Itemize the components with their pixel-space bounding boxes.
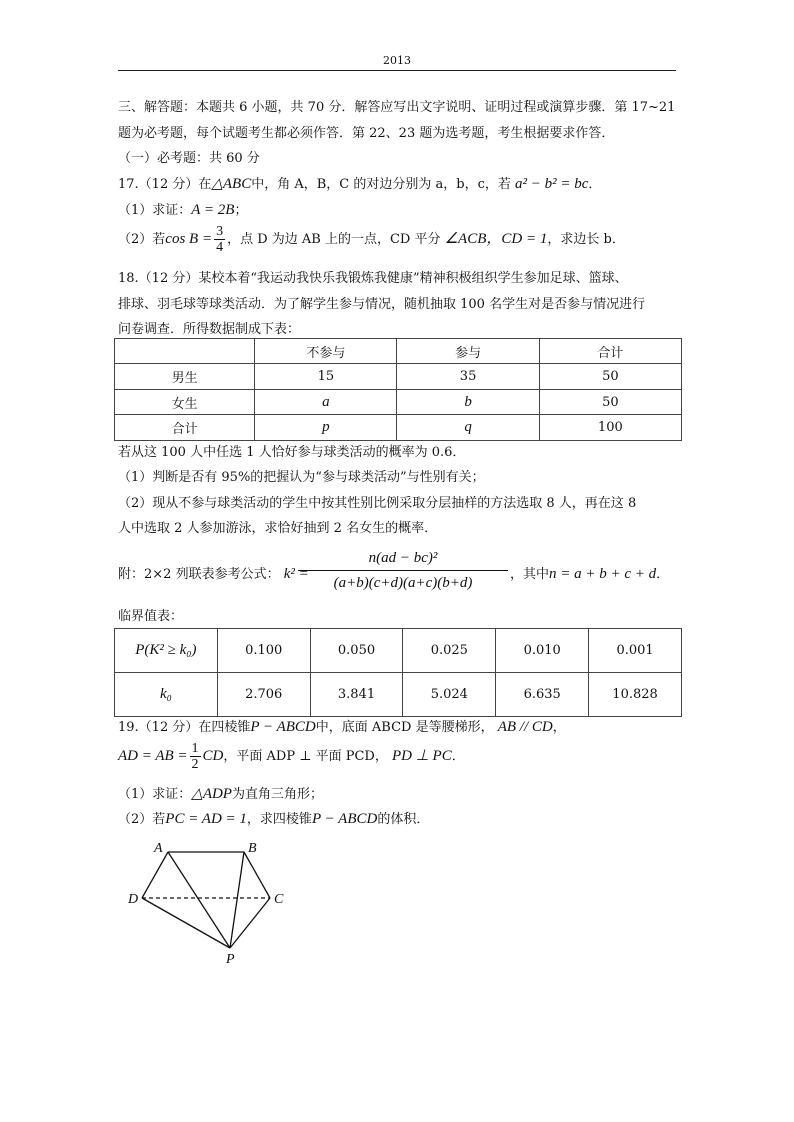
- pyramid-figure: [120, 836, 300, 966]
- critical-label: 临界值表：: [118, 609, 184, 624]
- vertex-label-c: C: [274, 892, 284, 907]
- q17-part2: [118, 221, 625, 258]
- q17-part1-equation: A = 2B: [191, 202, 235, 218]
- section-intro-line2: 题为必考题，每个试题考生都必须作答．第 22、23 题为选考题，考生根据要求作答．: [118, 126, 615, 141]
- q19-line2-mid: ，平面 ADP ⊥ 平面 PCD，: [223, 749, 388, 764]
- q19-triangle: △ADP: [191, 786, 232, 802]
- critical-value-table: [114, 628, 682, 717]
- table-cell: 0.100: [217, 629, 310, 673]
- q17-part1: [118, 201, 247, 220]
- vertex-label-d: D: [128, 892, 139, 907]
- q19-part2: [118, 810, 429, 829]
- edge-ap: [168, 852, 230, 948]
- header-rule: [118, 70, 676, 71]
- formula-n: n = a + b + c + d: [549, 566, 657, 582]
- section-required: （一）必考题：共 60 分: [118, 151, 260, 166]
- contingency-table: [114, 338, 682, 441]
- table-cell: 合计: [115, 415, 255, 441]
- q19-part2-label: （2）若: [118, 812, 166, 827]
- table-row: [115, 364, 682, 390]
- q18-line1: 18.（12 分）某校本着“我运动我快乐我锻炼我健康”精神积极组织学生参加足球、篮球、: [118, 271, 628, 286]
- q19-line2: [118, 738, 465, 775]
- q17-equation: a² − b² = bc: [515, 176, 589, 192]
- q17-stem: [118, 175, 601, 194]
- q17-cos: cos B =: [165, 231, 213, 247]
- table-cell: 0.010: [496, 629, 589, 673]
- q18-probability: 若从这 100 人中任选 1 人恰好参与球类活动的概率为 0.6．: [118, 445, 466, 460]
- q17-part2-label: （2）若: [118, 232, 166, 247]
- table-row: [115, 415, 682, 441]
- table-cell: b: [397, 390, 539, 415]
- edge-bc: [244, 852, 270, 898]
- formula-where-text: ，其中: [510, 567, 550, 582]
- table-cell: 35: [397, 364, 539, 390]
- formula-label-text: 附：2×2 列联表参考公式：: [118, 567, 280, 582]
- q19-stem-mid: 中，底面 ABCD 是等腰梯形，: [315, 720, 494, 735]
- table-cell: 3.841: [310, 673, 403, 717]
- vertex-label-p: P: [226, 952, 235, 966]
- q18-part1: （1）判断是否有 95%的把握认为“参与球类活动”与性别有关；: [118, 470, 485, 485]
- table-cell: 5.024: [403, 673, 496, 717]
- formula-denominator: (a+b)(c+d)(a+c)(b+d): [333, 575, 473, 591]
- chi-square-formula: [298, 548, 508, 593]
- q17-stem-prefix: 17.（12 分）在: [118, 177, 212, 192]
- formula-label: [118, 565, 309, 584]
- table-cell: 0.050: [310, 629, 403, 673]
- q18-line2: 排球、羽毛球等球类活动．为了解学生参与情况，随机抽取 100 名学生对是否参与情况进行: [118, 297, 646, 312]
- q19-frac-num: 1: [191, 741, 199, 756]
- q19-fraction: [190, 741, 201, 772]
- q17-frac-num: 3: [216, 224, 224, 239]
- table-row: [115, 673, 682, 717]
- q19-stem: [118, 718, 566, 737]
- q19-pyramid: P − ABCD: [250, 719, 316, 735]
- formula-lhs: k² =: [283, 566, 309, 582]
- q19-equality: AD = AB =: [118, 748, 188, 764]
- contingency-header-cell: 参与: [397, 339, 539, 364]
- q19-part1-label: （1）求证：: [118, 787, 192, 802]
- table-cell: q: [397, 415, 539, 441]
- q19-part2-equation: PC = AD = 1: [165, 811, 247, 827]
- contingency-header-cell: 不参与: [255, 339, 397, 364]
- q19-stem-end: ，: [552, 720, 566, 735]
- q19-part2-mid: ，求四棱锥: [246, 812, 312, 827]
- q19-part1: [118, 785, 323, 804]
- vertex-label-a: A: [154, 841, 163, 856]
- q19-frac-den: 2: [191, 757, 199, 772]
- contingency-header-row: [115, 339, 682, 364]
- table-cell: a: [255, 390, 397, 415]
- q18-line3: 问卷调查．所得数据制成下表：: [118, 322, 301, 337]
- table-cell: 0.001: [589, 629, 682, 673]
- q17-part2-mid: ，点 D 为边 AB 上的一点，CD 平分: [227, 232, 441, 247]
- q19-part2-end: 的体积．: [377, 812, 430, 827]
- table-cell: 0.025: [403, 629, 496, 673]
- table-cell: 女生: [115, 390, 255, 415]
- q17-part1-label: （1）求证：: [118, 203, 192, 218]
- q19-cd: CD: [202, 748, 224, 764]
- edge-dp: [142, 898, 230, 948]
- table-cell: 100: [539, 415, 681, 441]
- q17-stem-end: ．: [588, 177, 602, 192]
- table-cell: 10.828: [589, 673, 682, 717]
- table-cell: 男生: [115, 364, 255, 390]
- formula-numerator: n(ad − bc)²: [298, 548, 508, 571]
- table-cell: 50: [539, 364, 681, 390]
- table-cell: 50: [539, 390, 681, 415]
- q17-stem-mid: 中，角 A，B，C 的对边分别为 a，b，c，若: [251, 177, 511, 192]
- q18-part2-line2: 人中选取 2 人参加游泳，求恰好抽到 2 名女生的概率．: [118, 521, 438, 536]
- section-intro-line1: 三、解答题：本题共 6 小题，共 70 分．解答应写出文字说明、证明过程或演算步骤．第 17~21: [118, 100, 676, 115]
- table-cell: 6.635: [496, 673, 589, 717]
- q19-part2-pyramid: P − ABCD: [311, 811, 378, 827]
- table-row: [115, 629, 682, 673]
- table-cell: p: [255, 415, 397, 441]
- q19-line2-end: ．: [451, 749, 465, 764]
- formula-end: ．: [656, 567, 670, 582]
- formula-where: [510, 565, 669, 584]
- table-cell: 2.706: [217, 673, 310, 717]
- table-row: [115, 390, 682, 415]
- q17-part1-end: ；: [234, 203, 248, 218]
- critical-row-label: k₀: [115, 673, 218, 717]
- q19-stem-prefix: 19.（12 分）在四棱锥: [118, 720, 251, 735]
- q17-frac-den: 4: [216, 240, 224, 255]
- q17-cd: ，CD = 1: [486, 231, 548, 247]
- edge-ad: [142, 852, 168, 898]
- contingency-header-cell: 合计: [539, 339, 681, 364]
- q17-angle: ∠ACB: [444, 231, 487, 247]
- q19-perpendicular: PD ⊥ PC: [391, 748, 452, 764]
- q17-part2-end: ，求边长 b．: [547, 232, 625, 247]
- contingency-header-cell: [115, 339, 255, 364]
- vertex-label-b: B: [248, 841, 257, 856]
- table-cell: 15: [255, 364, 397, 390]
- q18-part2-line1: （2）现从不参与球类活动的学生中按其性别比例采取分层抽样的方法选取 8 人，再在这 8: [118, 496, 637, 511]
- q19-parallel: AB // CD: [497, 719, 553, 735]
- critical-row-label: P(K² ≥ k₀): [115, 629, 218, 673]
- q17-triangle: △ABC: [211, 176, 252, 192]
- q17-fraction: [214, 224, 225, 255]
- page-header-year: 2013: [383, 54, 411, 67]
- q19-part1-end: 为直角三角形；: [231, 787, 323, 802]
